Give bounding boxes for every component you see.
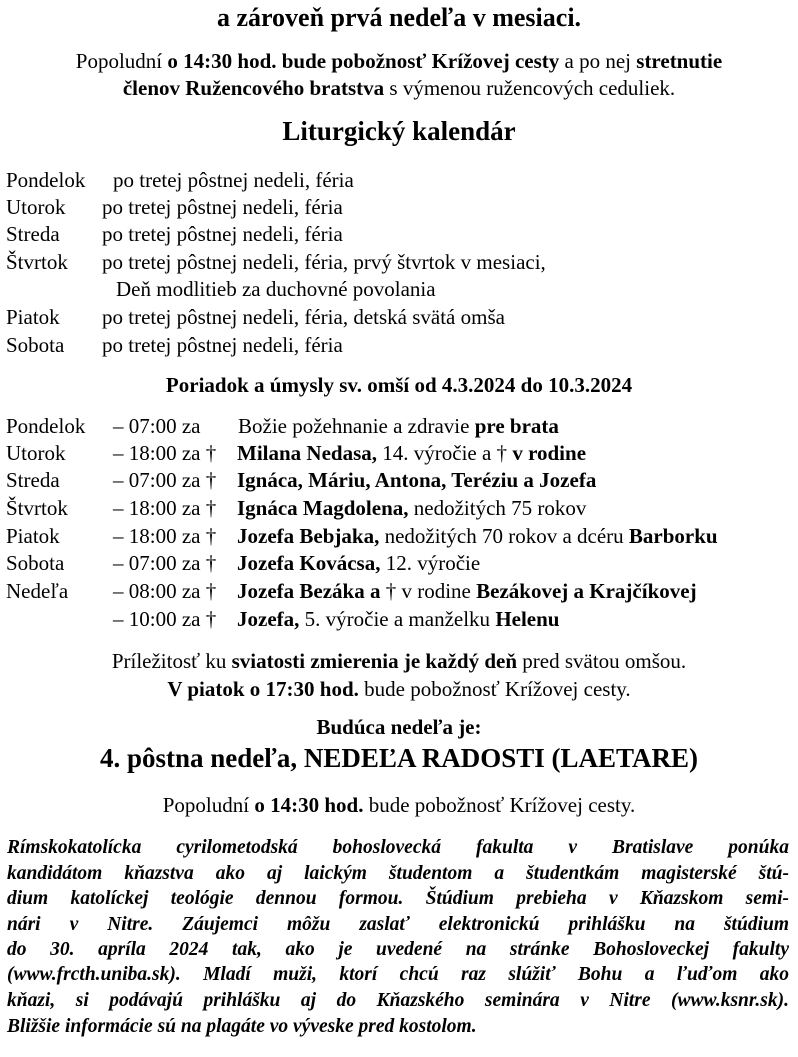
next-sunday-title: 4. pôstna nedeľa, NEDEĽA RADOSTI (LAETARE)	[99, 743, 698, 773]
calendar-day: Štvrtok	[6, 250, 68, 274]
mass-name: Barborku	[628, 524, 718, 548]
mass-name: Helenu	[495, 607, 560, 631]
next-afternoon-text: Popoludní	[162, 793, 255, 817]
confession-bold: sviatosti zmierenia je každý deň	[231, 649, 518, 673]
mass-day: Streda	[6, 468, 60, 492]
mass-name: Bezákovej a Krajčíkovej	[476, 579, 697, 603]
calendar-day: Pondelok	[6, 168, 86, 192]
next-afternoon-bold: o 14:30 hod.	[254, 793, 364, 817]
notice-line: kňazi, si podávajú prihlášku aj do Kňazského seminára v Nitre (www.ksnr.sk).	[7, 990, 789, 1011]
calendar-text: po tretej pôstnej nedeli, féria, prvý štvrtok v mesiaci,	[102, 250, 546, 274]
mass-intention	[237, 467, 596, 494]
mass-text: nedožitých 75 rokov	[408, 496, 587, 520]
mass-intention	[237, 440, 586, 467]
mass-name: Jozefa Bezáka a	[237, 579, 381, 603]
mass-text: † v rodine	[380, 579, 477, 603]
calendar-text: po tretej pôstnej nedeli, féria	[102, 195, 343, 219]
calendar-text-cont: Deň modlitieb za duchovné povolania	[116, 277, 436, 301]
mass-time: – 07:00 za †	[113, 551, 217, 575]
announcement-text: a po nej	[559, 49, 637, 73]
announcement-line-1	[0, 48, 798, 75]
announcement-bold: členov Ružencového bratstva	[122, 76, 385, 100]
mass-name: Ignáca Magdolena,	[237, 496, 409, 520]
next-afternoon-text: bude pobožnosť Krížovej cesty.	[363, 793, 636, 817]
notice-line: Rímskokatolícka cyrilometodská bohoslovecká fakulta v Bratislave ponúka	[7, 837, 789, 858]
masses-title: Poriadok a úmysly sv. omší od 4.3.2024 do 10.3.2024	[165, 373, 633, 397]
mass-day: Piatok	[6, 524, 60, 548]
mass-day: Sobota	[6, 551, 65, 575]
calendar-day: Streda	[6, 222, 60, 246]
mass-name: Jozefa Bebjaka,	[237, 524, 380, 548]
announcement-line-2	[0, 75, 798, 102]
announcement-text: s výmenou ružencových ceduliek.	[384, 76, 676, 100]
mass-name: Jozefa,	[237, 607, 300, 631]
announcement-bold: stretnutie	[636, 49, 723, 73]
mass-text: 14. výročie a †	[377, 441, 513, 465]
mass-name: v rodine	[512, 441, 587, 465]
mass-text: 5. výročie a manželku	[299, 607, 496, 631]
calendar-text: po tretej pôstnej nedeli, féria, detská svätá omša	[102, 305, 505, 329]
friday-line	[0, 676, 798, 703]
mass-text: 12. výročie	[380, 551, 481, 575]
next-sunday-label: Budúca nedeľa je:	[316, 715, 482, 739]
mass-text: Božie požehnanie a zdravie	[238, 414, 475, 438]
notice-line: Bližšie informácie sú na plagáte vo vývеske pred kostolom.	[7, 1016, 477, 1037]
notice-line: nári v Nitre. Záujemci môžu zaslať elektronickú prihlášku na štúdium	[7, 914, 789, 935]
mass-time: – 18:00 za †	[113, 524, 217, 548]
mass-name: Ignáca, Máriu, Antona, Teréziu a Jozefa	[237, 468, 597, 492]
mass-day: Pondelok	[6, 414, 86, 438]
mass-time: – 08:00 za †	[113, 579, 217, 603]
mass-intention	[237, 578, 697, 605]
announcement-text: Popoludní	[75, 49, 168, 73]
announcement-bold: o 14:30 hod. bude pobožnosť Krížovej cesty	[167, 49, 560, 73]
mass-text: nedožitých 70 rokov a dcéru	[379, 524, 629, 548]
calendar-text: po tretej pôstnej nedeli, féria	[113, 168, 354, 192]
mass-intention	[237, 495, 586, 522]
friday-text: bude pobožnosť Krížovej cesty.	[358, 677, 631, 701]
top-heading: a zároveň prvá nedeľa v mesiaci.	[216, 3, 582, 32]
mass-time: – 07:00 za †	[113, 468, 217, 492]
calendar-day: Sobota	[6, 333, 65, 357]
confession-line	[0, 648, 798, 675]
mass-day: Nedeľa	[6, 579, 69, 603]
mass-intention	[237, 606, 559, 633]
notice-line: (www.frcth.uniba.sk). Mladí muži, ktorí chcú raz slúžiť Bohu a ľuďom ako	[7, 964, 789, 985]
mass-time: – 18:00 za †	[113, 441, 217, 465]
mass-intention	[238, 413, 559, 440]
notice-line: do 30. apríla 2024 tak, ako je uvedené na stránke Bohosloveckej fakulty	[7, 939, 789, 960]
notice-line: dium katolíckej teológie dennou formou. Štúdium prebieha v Kňazskom semi-	[7, 888, 789, 909]
calendar-text: po tretej pôstnej nedeli, féria	[102, 222, 343, 246]
mass-name: pre brata	[474, 414, 559, 438]
notice-line: kandidátom kňazstva ako aj laickým študentom a študentkám magisterské štú-	[7, 863, 789, 884]
calendar-day: Utorok	[6, 195, 66, 219]
confession-text: Príležitosť ku	[111, 649, 232, 673]
calendar-day: Piatok	[6, 305, 60, 329]
mass-name: Milana Nedasa,	[237, 441, 378, 465]
mass-day: Utorok	[6, 441, 66, 465]
calendar-title: Liturgický kalendár	[282, 116, 516, 146]
mass-day: Štvrtok	[6, 496, 68, 520]
friday-bold: V piatok o 17:30 hod.	[167, 677, 359, 701]
mass-time: – 18:00 za †	[113, 496, 217, 520]
next-afternoon-line	[0, 792, 798, 819]
mass-name: Jozefa Kovácsa,	[237, 551, 381, 575]
mass-intention	[237, 523, 718, 550]
confession-text: pred svätou omšou.	[517, 649, 687, 673]
mass-time: – 07:00 za	[113, 414, 201, 438]
mass-time: – 10:00 za †	[113, 607, 217, 631]
mass-intention	[237, 550, 480, 577]
calendar-text: po tretej pôstnej nedeli, féria	[102, 333, 343, 357]
